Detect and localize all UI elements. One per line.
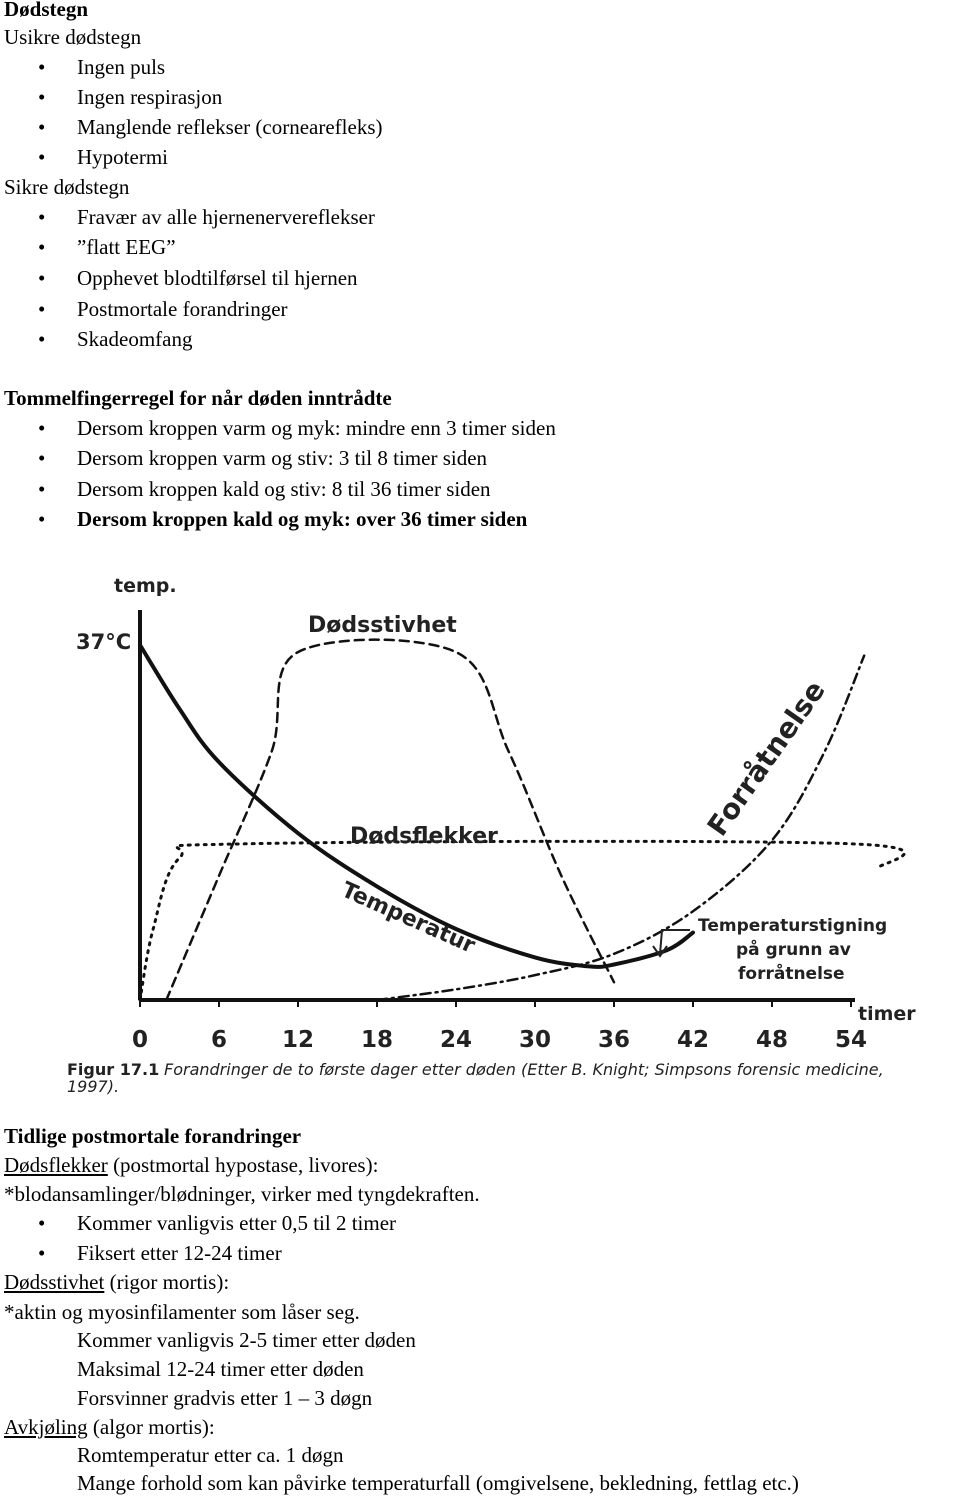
list-item: Dersom kroppen kald og stiv: 8 til 36 timer siden	[77, 477, 491, 501]
x-tick-label: 12	[281, 1027, 315, 1053]
list-item: Hypotermi	[77, 145, 168, 169]
annotation-line-1: Temperaturstigning	[698, 916, 888, 936]
annotation-line-2: på grunn av	[736, 940, 851, 960]
list-item: Dersom kroppen kald og myk: over 36 timer siden	[77, 507, 528, 531]
figure-caption-text-2: 1997).	[67, 1077, 120, 1096]
list-item: Skadeomfang	[77, 327, 193, 351]
livor-heading	[4, 1152, 378, 1178]
list-item: Maksimal 12-24 timer etter døden	[77, 1357, 364, 1381]
page-heading: Dødstegn	[4, 0, 89, 21]
bullet: •	[38, 235, 46, 259]
x-tick-label: 48	[755, 1027, 789, 1053]
bullet: •	[38, 1211, 46, 1235]
livor-term: Dødsflekker	[4, 1153, 108, 1177]
usikre-title: Usikre dødstegn	[4, 25, 142, 49]
bullet: •	[38, 327, 46, 351]
x-tick-label: 36	[597, 1027, 631, 1053]
bullet: •	[38, 145, 46, 169]
decay-curve-label: Forråtnelse	[700, 674, 832, 843]
tidlige-title: Tidlige postmortale forandringer	[4, 1124, 302, 1148]
x-tick-label: 54	[834, 1027, 868, 1053]
bullet: •	[38, 416, 46, 440]
bullet: •	[38, 477, 46, 501]
figure-caption-text: Forandringer de to første dager etter døden (Etter B. Knight; Simpsons forensic medicine,	[164, 1060, 884, 1079]
bullet: •	[38, 55, 46, 79]
list-item: Mange forhold som kan påvirke temperaturfall (omgivelsene, bekledning, fettlag etc.)	[77, 1471, 799, 1495]
list-item: ”flatt EEG”	[77, 235, 176, 259]
x-tick-label: 24	[439, 1027, 473, 1053]
figure-caption-label: Figur 17.1	[67, 1060, 160, 1079]
series-line-d-dsstivhet	[166, 640, 614, 1000]
list-item: Kommer vanligvis 2-5 timer etter døden	[77, 1328, 416, 1352]
list-item: Dersom kroppen varm og myk: mindre enn 3 timer siden	[77, 416, 556, 440]
algor-rest: (algor mortis):	[87, 1415, 215, 1439]
bullet: •	[38, 297, 46, 321]
rigor-desc: *aktin og myosinfilamenter som låser seg.	[4, 1300, 360, 1324]
rule-title: Tommelfingerregel for når døden inntrådte	[4, 386, 392, 410]
annotation-line-3: forråtnelse	[738, 964, 845, 984]
bullet: •	[38, 266, 46, 290]
x-axis-label: timer	[858, 1003, 916, 1025]
list-item: Dersom kroppen varm og stiv: 3 til 8 timer siden	[77, 446, 488, 470]
list-item: Forsvinner gradvis etter 1 – 3 døgn	[77, 1386, 373, 1410]
list-item: Fravær av alle hjernenervereflekser	[77, 205, 375, 229]
x-tick-label: 18	[360, 1027, 394, 1053]
livor-desc: *blodansamlinger/blødninger, virker med tyngdekraften.	[4, 1182, 480, 1206]
bullet: •	[38, 85, 46, 109]
livor-rest: (postmortal hypostase, livores):	[107, 1153, 379, 1177]
rigor-curve-label: Dødsstivhet	[308, 613, 457, 638]
list-item: Postmortale forandringer	[77, 297, 288, 321]
rigor-rest: (rigor mortis):	[104, 1270, 230, 1294]
bullet: •	[38, 507, 46, 531]
list-item: Ingen puls	[77, 55, 166, 79]
x-tick-label: 0	[131, 1027, 149, 1053]
y-axis-label: temp.	[114, 575, 177, 597]
list-item: Manglende reflekser (cornearefleks)	[77, 115, 383, 139]
rigor-heading	[4, 1269, 229, 1295]
list-item: Fiksert etter 12-24 timer	[77, 1241, 282, 1265]
x-tick-labels	[132, 1000, 867, 1053]
list-item: Romtemperatur etter ca. 1 døgn	[77, 1443, 344, 1467]
x-tick-label: 30	[518, 1027, 552, 1053]
bullet: •	[38, 115, 46, 139]
temperature-curve-label: Temperatur	[337, 877, 479, 959]
livor-curve-label: Dødsflekker	[350, 824, 498, 849]
x-tick-label: 6	[210, 1027, 228, 1053]
list-item: Ingen respirasjon	[77, 85, 223, 109]
rigor-term: Dødsstivhet	[4, 1270, 105, 1294]
bullet: •	[38, 446, 46, 470]
algor-term: Avkjøling	[4, 1415, 88, 1439]
sikre-title: Sikre dødstegn	[4, 175, 130, 199]
postmortem-changes-chart	[40, 560, 960, 1105]
bullet: •	[38, 205, 46, 229]
y-start-label: 37°C	[76, 630, 132, 654]
x-tick-label: 42	[676, 1027, 710, 1053]
list-item: Opphevet blodtilførsel til hjernen	[77, 266, 358, 290]
algor-heading	[4, 1414, 215, 1440]
bullet: •	[38, 1241, 46, 1265]
list-item: Kommer vanligvis etter 0,5 til 2 timer	[77, 1211, 397, 1235]
